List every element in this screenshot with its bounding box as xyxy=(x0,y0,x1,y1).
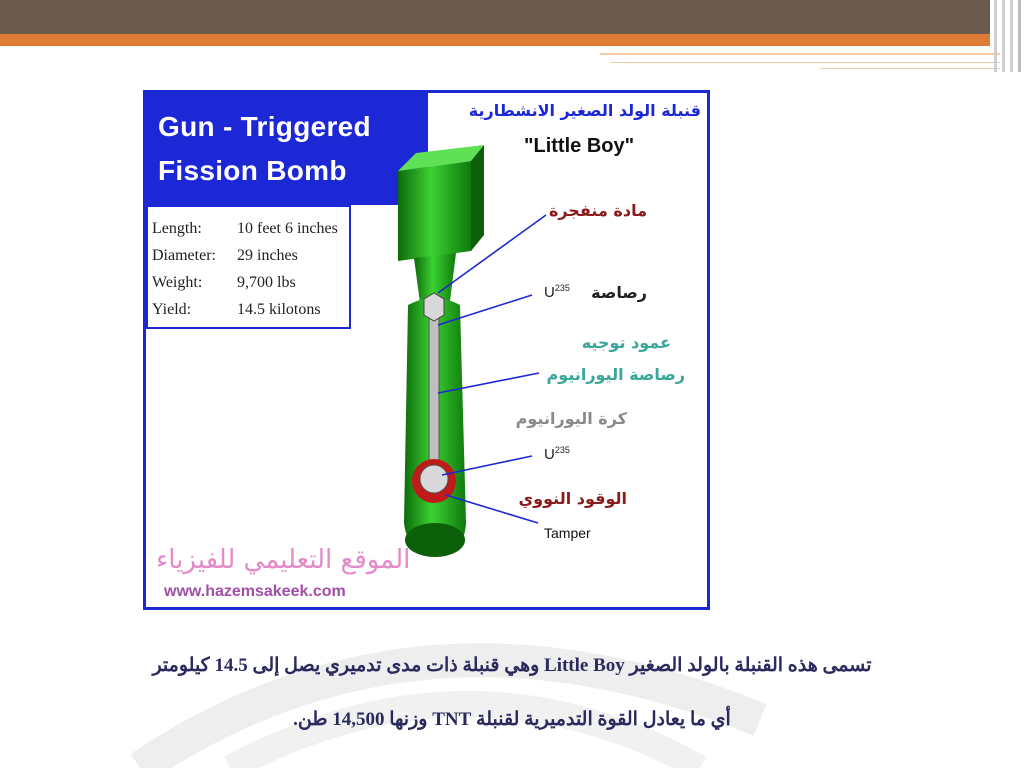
label-guide-rod: عمود توجيه xyxy=(581,333,671,352)
decor-line xyxy=(610,62,1000,63)
label-uranium-bullet: رصاصة اليورانيوم xyxy=(546,365,685,384)
spec-value: 9,700 lbs xyxy=(237,274,296,291)
label-bullet: رصاصة xyxy=(591,283,647,302)
decor-line xyxy=(600,53,1000,55)
u235-label: $U^{235}$ xyxy=(544,283,570,301)
spec-label: Weight: xyxy=(152,274,203,291)
little-boy-title: "Little Boy" xyxy=(524,135,635,157)
side-decor-bars xyxy=(990,0,1024,72)
decor-line xyxy=(820,68,1000,69)
spec-label: Length: xyxy=(152,220,202,237)
spec-value: 10 feet 6 inches xyxy=(237,220,338,237)
spec-label: Diameter: xyxy=(152,247,216,264)
site-url: www.hazemsakeek.com xyxy=(164,583,346,600)
label-explosive: مادة منفجرة xyxy=(548,201,647,220)
spec-value: 29 inches xyxy=(237,247,298,264)
figure-title-line1: Gun - Triggered xyxy=(158,111,371,142)
spec-value: 14.5 kilotons xyxy=(237,301,321,318)
header-band xyxy=(0,0,990,34)
caption-line1: تسمى هذه القنبلة بالولد الصغير Little Boy وهي قنبلة ذات مدى تدميري يصل إلى 14.5 كيلومتر xyxy=(152,655,872,676)
label-tamper: Tamper xyxy=(544,525,591,541)
spec-label: Yield: xyxy=(152,301,192,318)
watermark-logo xyxy=(0,600,1024,768)
figure-title-line2: Fission Bomb xyxy=(158,155,347,186)
arabic-title: قنبلة الولد الصغير الانشطارية xyxy=(468,101,701,120)
label-uranium-sphere: كرة اليورانيوم xyxy=(515,409,627,428)
accent-band xyxy=(0,34,990,46)
u235-label: $U^{235}$ xyxy=(544,445,570,463)
label-nuclear-fuel: الوقود النووي xyxy=(518,489,627,508)
bomb-diagram xyxy=(143,90,710,610)
site-name-arabic: الموقع التعليمي للفيزياء xyxy=(156,545,411,575)
caption-line2: أي ما يعادل القوة التدميرية لقنبلة TNT وزنها 14,500 طن. xyxy=(293,709,731,730)
